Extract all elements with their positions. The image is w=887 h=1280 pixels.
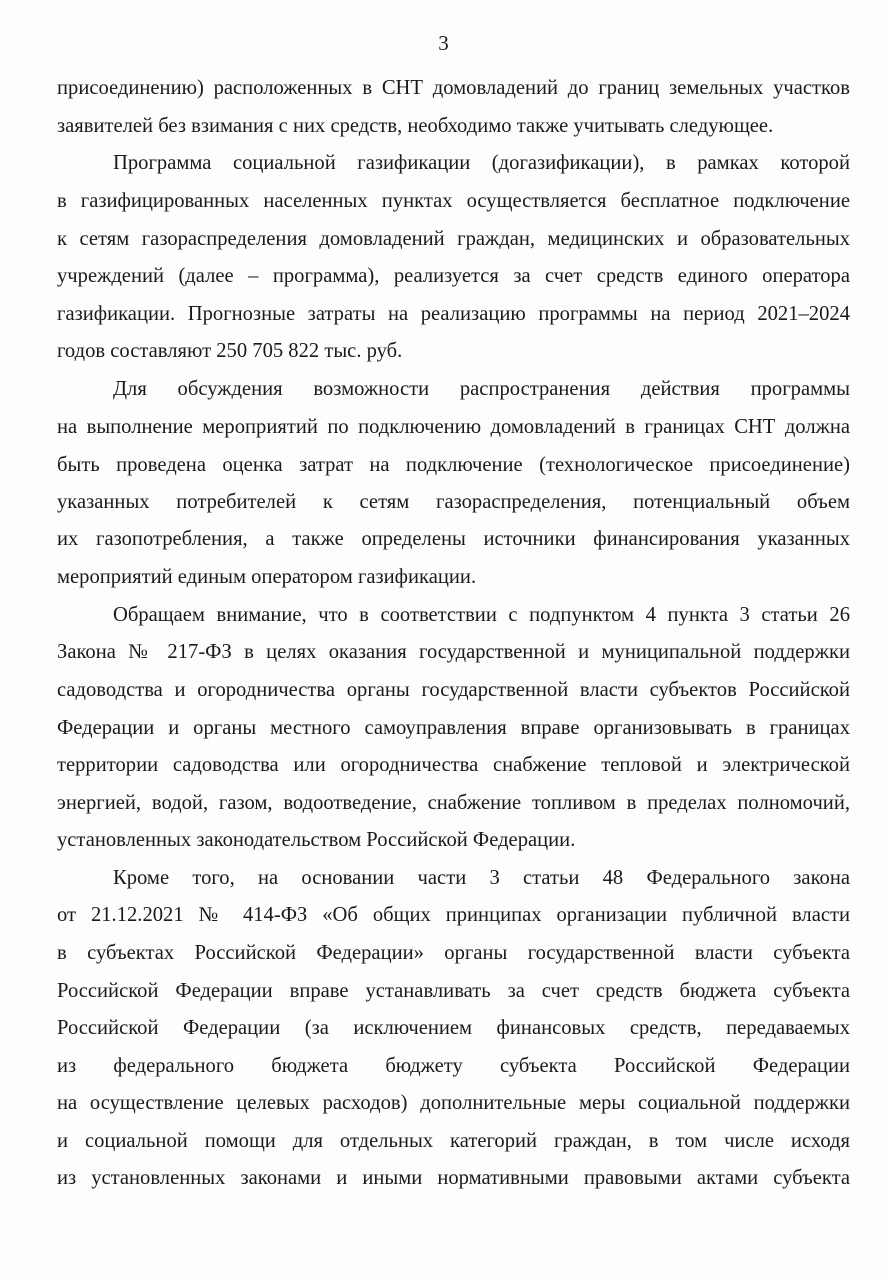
text-line: газификации. Прогнозные затраты на реализацию программы на период 2021–2024 (57, 303, 850, 325)
text-line: заявителей без взимания с них средств, необходимо также учитывать следующее. (57, 115, 774, 137)
text-line: энергией, водой, газом, водоотведение, снабжение топливом в пределах полномочий, (57, 792, 850, 814)
text-line: садоводства и огородничества органы государственной власти субъектов Российской (57, 679, 850, 701)
text-line: в газифицированных населенных пунктах осуществляется бесплатное подключение (57, 190, 850, 212)
text-line: из установленных законами и иными нормативными правовыми актами субъекта (57, 1167, 850, 1189)
text-line: годов составляют 250 705 822 тыс. руб. (57, 340, 403, 362)
text-line: присоединению) расположенных в СНТ домовладений до границ земельных участков (57, 77, 850, 99)
text-line: Обращаем внимание, что в соответствии с подпунктом 4 пункта 3 статьи 26 (113, 604, 850, 626)
text-line: их газопотребления, а также определены источники финансирования указанных (57, 528, 850, 550)
text-line: на выполнение мероприятий по подключению домовладений в границах СНТ должна (57, 416, 850, 438)
text-line: и социальной помощи для отдельных категорий граждан, в том числе исходя (57, 1130, 850, 1152)
text-line: учреждений (далее – программа), реализуется за счет средств единого оператора (57, 265, 850, 287)
text-line: мероприятий единым оператором газификации. (57, 566, 477, 588)
text-line: Российской Федерации (за исключением финансовых средств, передаваемых (57, 1017, 850, 1039)
text-line: Российской Федерации вправе устанавливать за счет средств бюджета субъекта (57, 980, 850, 1002)
text-line: из федерального бюджета бюджету субъекта Российской Федерации (57, 1055, 850, 1077)
text-line: указанных потребителей к сетям газораспределения, потенциальный объем (57, 491, 850, 513)
text-line: в субъектах Российской Федерации» органы государственной власти субъекта (57, 942, 850, 964)
text-line: к сетям газораспределения домовладений граждан, медицинских и образовательных (57, 228, 850, 250)
text-line: Для обсуждения возможности распространения действия программы (113, 378, 850, 400)
text-line: от 21.12.2021 № 414-ФЗ «Об общих принципах организации публичной власти (57, 904, 850, 926)
text-line: быть проведена оценка затрат на подключение (технологическое присоединение) (57, 454, 850, 476)
text-line: установленных законодательством Российской Федерации. (57, 829, 576, 851)
text-line: Кроме того, на основании части 3 статьи 48 Федерального закона (113, 867, 850, 889)
text-line: Федерации и органы местного самоуправления вправе организовывать в границах (57, 717, 850, 739)
text-line: территории садоводства или огородничества снабжение тепловой и электрической (57, 754, 850, 776)
text-line: Закона № 217-ФЗ в целях оказания государственной и муниципальной поддержки (57, 641, 850, 663)
page-number: 3 (438, 31, 449, 55)
text-line: Программа социальной газификации (догазификации), в рамках которой (113, 152, 850, 174)
text-line: на осуществление целевых расходов) дополнительные меры социальной поддержки (57, 1092, 850, 1114)
